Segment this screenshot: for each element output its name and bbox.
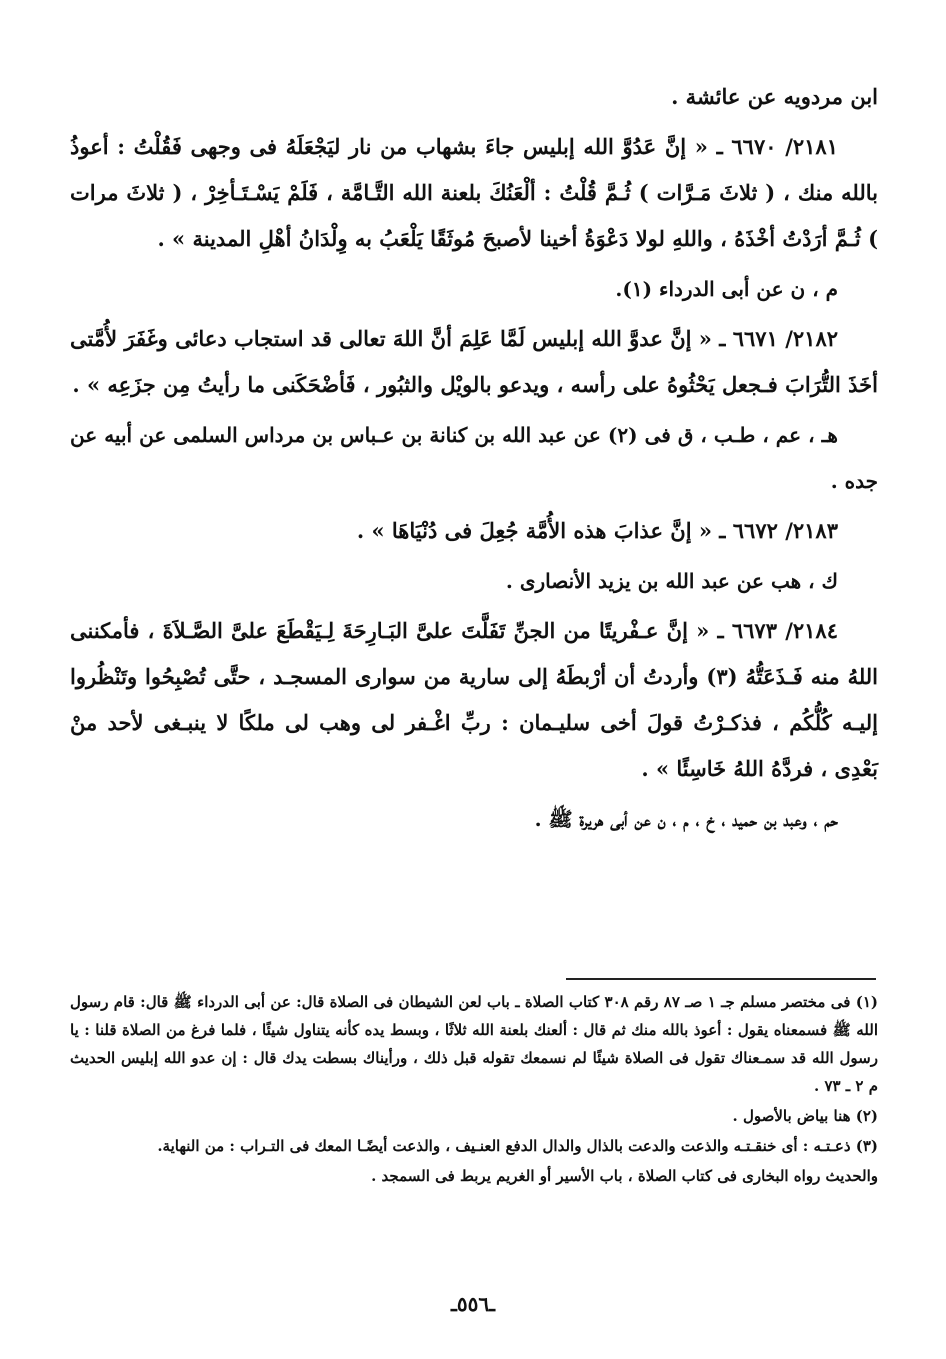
page-number: ـ٥٥٦ـ <box>451 1292 495 1316</box>
main-text <box>70 74 878 842</box>
footnote-divider <box>566 978 876 980</box>
source-line: حم ، وعبد بن حميد ، خ ، م ، ن عن أبى هريرة ﷺ . <box>534 807 838 831</box>
footnotes <box>70 988 878 1190</box>
hadith-2183: ٢١٨٣/ ٦٦٧٢ ـ « إنَّ عذابَ هذه الأُمَّة جُعِلَ فى دُنْيَاهَا » . <box>356 518 838 543</box>
hadith-2184: ٢١٨٤/ ٦٦٧٣ ـ « إنَّ عـفْريتًا من الجنِّ تَفَلَّتَ علىَّ البَـارِحَةَ لِـيَقْطَعَ علىَّ الصَّـلاَةَ ، فأمكننى اللهُ منه فَـذَعَتُّهُ (٣) وأردتُ أن أرْبطَهُ إلى سارية من سوارى المسجـد ، حتَّى تُصْبِحُوا وتَنْظُروا إليـه كُلُّكُم ، فذكـرْتُ قولَ أخى سليـمان : ربِّ اغْـفر لى وهب لى ملكًا لا ينبـغى لأحد منْ بَعْدِى ، فردَّهُ اللهُ خَاسِئًا » . <box>70 618 879 781</box>
hadith-2181: ٢١٨١/ ٦٦٧٠ ـ « إنَّ عَدُوَّ الله إبليس جاءَ بشهاب من نار ليَجْعَلَهُ فى وجهى فَقُلْتُ : أعوذُ بالله منك ، ( ثلاثَ مَـرَّات ) ثُـمَّ قُلْتُ : ألْعَنُكَ بلعنة الله التَّـامَّة ، فَلَمْ يَسْـتَـأخِرْ ، ( ثلاثَ مرات ) ثُـمَّ أرَدْتُ أخْذَهُ ، واللهِ لولا دَعْوَةُ أخينا لأصبحَ مُوثَقًا يَلْعَبُ به وِلْدَانُ أهْلِ المدينة » . <box>70 134 878 251</box>
source-line: ابن مردويه عن عائشة . <box>671 84 878 109</box>
hadith-2182: ٢١٨٢/ ٦٦٧١ ـ « إنَّ عدوَّ الله إبليس لَمَّا عَلِمَ أنَّ اللهَ تعالى قد استجاب دعائى وغَفَرَ لأُمَّتى أخَذَ التُّرَابَ فـجعل يَحْثُوهُ على رأسه ، ويدعو بالويْل والثبُور ، فَأضْحَكَنى ما رأيتُ مِن جزَعِه » . <box>70 326 878 397</box>
footnote-2: (٢) هنا بياض بالأصول . <box>732 1107 878 1125</box>
footnote-extra: والحديث رواه البخارى فى كتاب الصلاة ، باب الأسير أو الغريم يربط فى السمجد . <box>371 1167 878 1185</box>
source-line: ك ، هب عن عبد الله بن يزيد الأنصارى . <box>505 569 838 593</box>
footnote-1: (١) فى مختصر مسلم جـ ١ صـ ٨٧ رقم ٣٠٨ كتاب الصلاة ـ باب لعن الشيطان فى الصلاة قال: عن أبى الدرداء ﷺ قال: قام رسول الله ﷺ فسمعناه يقول : أعوذ بالله منك ثم قال : ألعنك بلعنة الله ثلاثًا ، وبسط يده كأنه يتناول شيئًا ، فلما فرغ من الصلاة قلنا : يا رسول الله قد سمـعناك تقول فى الصلاة شيئًا لم نسمعك تقوله قبل ذلك ، ورأيناك بسطت يدك قال : إن عدو الله إبليس الحديث م ٢ ـ ٧٣ . <box>70 993 878 1095</box>
source-line: م ، ن عن أبى الدرداء (١). <box>615 277 838 301</box>
source-line: هـ ، عم ، طـب ، ق فى (٢) عن عبد الله بن كنانة بن عـباس بن مرداس السلمى عن أبيه عن جده . <box>70 423 878 493</box>
footnote-3: (٣) ذعـتـه : أى خنقـتـه والذعت والدعت بالذال والدال الدفع العنـيف ، والذعت أيضًـا المعك فى التـراب : من النهاية. <box>157 1137 878 1155</box>
